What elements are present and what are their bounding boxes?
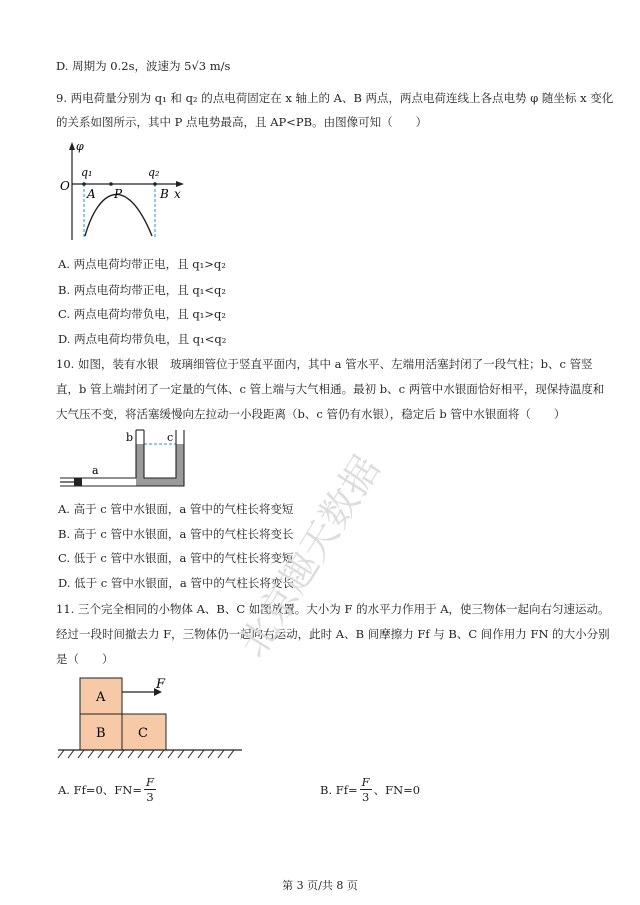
q9-potential-graph xyxy=(56,140,196,245)
label-block-b: B xyxy=(96,726,106,741)
point-a xyxy=(82,182,86,186)
q11-stem-line3: 是（ ） xyxy=(56,652,114,666)
label-a: A xyxy=(87,187,96,201)
q9-option-d[interactable]: D. 两点电荷均带负电，且 q₁<q₂ xyxy=(58,332,227,346)
fraction-numerator: F xyxy=(361,775,370,789)
label-block-a: A xyxy=(96,690,106,705)
label-p: P xyxy=(114,187,123,201)
label-b: B xyxy=(160,187,169,201)
label-q2: q₂ xyxy=(148,166,160,179)
q10-option-b[interactable]: B. 高于 c 管中水银面，a 管中的气柱长将变长 xyxy=(58,527,294,541)
fraction-denominator: 3 xyxy=(361,790,370,804)
q11-option-a[interactable] xyxy=(58,775,156,804)
point-b xyxy=(153,182,157,186)
q9-stem-line2: 的关系如图所示，其中 P 点电势最高，且 AP<PB。由图像可知（ ） xyxy=(56,115,428,129)
q11-blocks-diagram xyxy=(56,676,246,762)
watermark-text: 北京趣天数据 xyxy=(230,448,389,665)
q10-stem-line3: 大气压不变，将活塞缓慢向左拉动一小段距离（b、c 管仍有水银），稳定后 b 管中水银面将（ ） xyxy=(56,407,566,421)
q11-option-b[interactable] xyxy=(320,775,420,804)
q11-option-a-fraction xyxy=(144,775,156,804)
label-block-c: C xyxy=(138,726,148,741)
label-b-tube: b xyxy=(126,431,134,444)
label-q1: q₁ xyxy=(81,166,93,179)
fraction-denominator: 3 xyxy=(146,790,154,804)
q9-option-b[interactable]: B. 两点电荷均带正电，且 q₁<q₂ xyxy=(58,283,226,297)
page-footer: 第 3 页/共 8 页 xyxy=(282,879,358,892)
q9-stem-line1: 9. 两电荷量分别为 q₁ 和 q₂ 的点电荷固定在 x 轴上的 A、B 两点，两点电荷连线上各点电势 φ 随坐标 x 变化 xyxy=(56,91,614,105)
q10-option-c[interactable]: C. 低于 c 管中水银面，a 管中的气柱长将变短 xyxy=(58,551,294,565)
q10-stem-line1: 10. 如图，装有水银 玻璃细管位于竖直平面内，其中 a 管水平、左端用活塞封闭了一段气柱；b、c 管竖 xyxy=(56,357,593,371)
q11-stem-line1: 11. 三个完全相同的小物体 A、B、C 如图放置。大小为 F 的水平力作用于 A，使三物体一起向右匀速运动。 xyxy=(56,602,610,616)
q11-option-b-suffix: 、FN=0 xyxy=(373,782,421,797)
label-x: x xyxy=(174,187,181,201)
q10-tube-diagram xyxy=(58,428,198,490)
label-o: O xyxy=(60,179,70,193)
q8-option-d: D. 周期为 0.2s，波速为 5√3 m/s xyxy=(56,59,231,73)
label-force: F xyxy=(156,677,166,692)
q10-option-d[interactable]: D. 低于 c 管中水银面，a 管中的气柱长将变长 xyxy=(58,576,294,590)
q9-option-c[interactable]: C. 两点电荷均带负电，且 q₁>q₂ xyxy=(58,307,226,321)
label-a-tube: a xyxy=(92,464,99,477)
fraction-numerator: F xyxy=(145,775,154,789)
q11-option-b-prefix: B. Ff= xyxy=(320,782,358,797)
point-p xyxy=(109,182,113,186)
label-c-tube: c xyxy=(167,431,174,444)
piston xyxy=(74,478,82,486)
q11-option-a-prefix: A. Ff=0、FN= xyxy=(58,782,142,797)
tube-outline xyxy=(60,430,184,486)
ground-hatch xyxy=(58,750,234,758)
q11-stem-line2: 经过一段时间撤去力 F，三物体仍一起向右运动，此时 A、B 间摩擦力 Ff 与 B、C 间作用力 FN 的大小分别 xyxy=(56,627,610,641)
q11-option-b-fraction xyxy=(360,775,372,804)
q10-option-a[interactable]: A. 高于 c 管中水银面，a 管中的气柱长将变短 xyxy=(58,502,294,516)
label-phi: φ xyxy=(76,140,84,153)
q9-option-a[interactable]: A. 两点电荷均带正电，且 q₁>q₂ xyxy=(58,257,226,271)
q10-stem-line2: 直，b 管上端封闭了一定量的气体、c 管上端与大气相通。最初 b、c 两管中水银面恰好相平，现保持温度和 xyxy=(56,382,605,396)
phi-axis-arrow xyxy=(69,142,75,150)
mercury-fill xyxy=(136,444,184,486)
